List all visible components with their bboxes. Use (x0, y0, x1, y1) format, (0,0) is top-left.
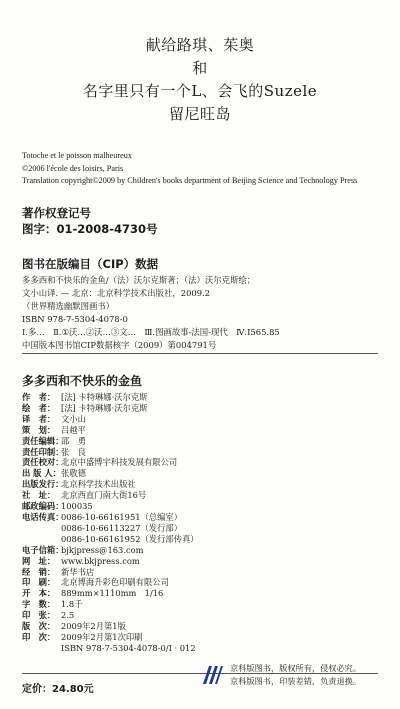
dedication-line: 和 (192, 59, 208, 77)
detail-value: 2009年2月第1次印刷 (61, 631, 143, 642)
translation-copyright: Translation copyright©2009 by Children's books department of Beijing Science and Technology Press (22, 176, 358, 185)
detail-label: 策 划： (22, 424, 56, 435)
detail-label: 版 次： (22, 621, 56, 632)
detail-label: 责任校对： (22, 457, 64, 468)
registration-number: 图字：01-2008-4730号 (22, 222, 158, 236)
detail-value: 北京科学技术出版社 (61, 479, 136, 490)
detail-label: 责任编辑： (22, 435, 64, 446)
detail-row (22, 545, 382, 556)
detail-value: 0086-10-66113227（发行部） (61, 522, 182, 533)
detail-row (22, 556, 382, 567)
dedication-line: 留尼旺岛 (168, 105, 231, 123)
detail-value: 新华书店 (61, 566, 95, 577)
detail-label: 出版发行： (22, 479, 64, 490)
detail-row (22, 447, 382, 458)
detail-row (22, 479, 382, 490)
detail-value: 张敬德 (61, 468, 86, 479)
detail-row (22, 436, 382, 447)
detail-label (22, 643, 61, 654)
detail-value: 张 良 (61, 446, 86, 457)
cip-heading: 图书在版编目（CIP）数据 (22, 257, 159, 271)
detail-value: 北京中盛博宇科技发展有限公司 (61, 457, 178, 468)
detail-label: 电话传真： (22, 511, 64, 522)
detail-value: 100035 (61, 501, 93, 512)
detail-value: 1.8千 (61, 599, 83, 610)
detail-value: 邵 勇 (61, 435, 86, 446)
publisher-logo-icon (200, 663, 224, 687)
original-copyright: ©2006 l'école des loisirs, Paris (22, 163, 124, 173)
book-title: 多多西和不快乐的金鱼 (22, 374, 143, 388)
original-title: Totoche et le poisson malheureux (22, 151, 132, 160)
detail-value: www.bkjpress.com (61, 555, 140, 566)
divider (22, 353, 378, 354)
dedication-line: 名字里只有一个L、会飞的Suzele (82, 82, 318, 100)
detail-value: [法] 卡特琳娜·沃尔克斯 (61, 392, 148, 402)
detail-value: 文小山 (61, 413, 86, 424)
detail-value: 2009年2月第1版 (61, 621, 126, 632)
detail-row (22, 632, 382, 643)
detail-row (22, 534, 382, 545)
detail-label: 网 址： (22, 555, 56, 566)
detail-row (22, 490, 382, 501)
detail-label: 社 址： (22, 490, 56, 501)
detail-label (22, 534, 61, 545)
detail-label: 经 销： (22, 566, 56, 577)
detail-row (22, 468, 382, 479)
detail-label: 作 者： (22, 392, 56, 402)
notice-line: 京科版图书，印装差错，负责退换。 (230, 676, 362, 686)
detail-row (22, 403, 382, 414)
copyright-registration (22, 205, 158, 237)
dedication (0, 34, 400, 126)
rights-notice (230, 662, 361, 688)
detail-label: 绘 者： (22, 402, 56, 413)
detail-row (22, 588, 382, 599)
detail-value: bjkjpress@163.com (61, 544, 144, 555)
detail-row (22, 523, 382, 534)
cip-line: Ⅰ.多… Ⅱ.①沃…②沃…③文… Ⅲ.图画故事-法国-现代 Ⅳ.I565.85 (22, 327, 280, 337)
detail-value: 0086-10-66161952（发行部传真） (61, 533, 199, 544)
copyright-english (22, 150, 392, 188)
cip-line: 中国版本图书馆CIP数据核字（2009）第004791号 (22, 340, 217, 350)
cip-line: ISBN 978-7-5304-4078-0 (22, 314, 128, 324)
notice-line: 京科版图书，版权所有，侵权必究。 (230, 663, 362, 673)
detail-label: 印 张： (22, 610, 56, 621)
detail-value: 北京博海升彩色印刷有限公司 (61, 577, 169, 588)
cip-data (22, 256, 382, 352)
detail-row (22, 414, 382, 425)
detail-label: 印 次： (22, 631, 56, 642)
detail-label (22, 523, 61, 534)
detail-row (22, 567, 382, 578)
detail-row (22, 501, 382, 512)
detail-value: 889mm×1110mm 1/16 (61, 588, 164, 599)
price: 定价：24.80元 (22, 684, 94, 695)
detail-row (22, 643, 382, 654)
detail-label: 出 版 人： (22, 468, 61, 479)
detail-label: 责任印制： (22, 446, 64, 457)
detail-label: 开 本： (22, 588, 56, 599)
detail-row (22, 512, 382, 523)
detail-value: 0086-10-66161951（总编室） (61, 511, 182, 522)
detail-label: 印 刷： (22, 577, 56, 588)
cip-line: 多多西和不快乐的金鱼/（法）沃尔克斯著；（法）沃尔克斯绘； (22, 275, 256, 285)
detail-value: ISBN 978-7-5304-4078-0/I · 012 (61, 642, 196, 653)
detail-label: 邮政编码： (22, 501, 64, 512)
detail-row (22, 610, 382, 621)
cip-line: 文小山译. — 北京：北京科学技术出版社，2009.2 (22, 288, 211, 298)
detail-value: 吕越平 (61, 424, 86, 435)
detail-row (22, 392, 382, 403)
cip-line: （世界精选幽默图画书） (22, 301, 115, 311)
detail-row (22, 577, 382, 588)
registration-heading: 著作权登记号 (22, 206, 91, 220)
detail-row (22, 621, 382, 632)
detail-row (22, 425, 382, 436)
detail-label: 电子信箱： (22, 544, 64, 555)
detail-label: 字 数： (22, 599, 56, 610)
publication-details (22, 392, 382, 654)
detail-value: [法] 卡特琳娜·沃尔克斯 (61, 402, 148, 413)
detail-label: 译 者： (22, 413, 56, 424)
detail-row (22, 457, 382, 468)
detail-value: 北京西直门南大街16号 (61, 490, 147, 501)
dedication-line: 献给路琪、茱奥 (145, 36, 255, 54)
detail-row (22, 599, 382, 610)
detail-value: 2.5 (61, 610, 75, 621)
